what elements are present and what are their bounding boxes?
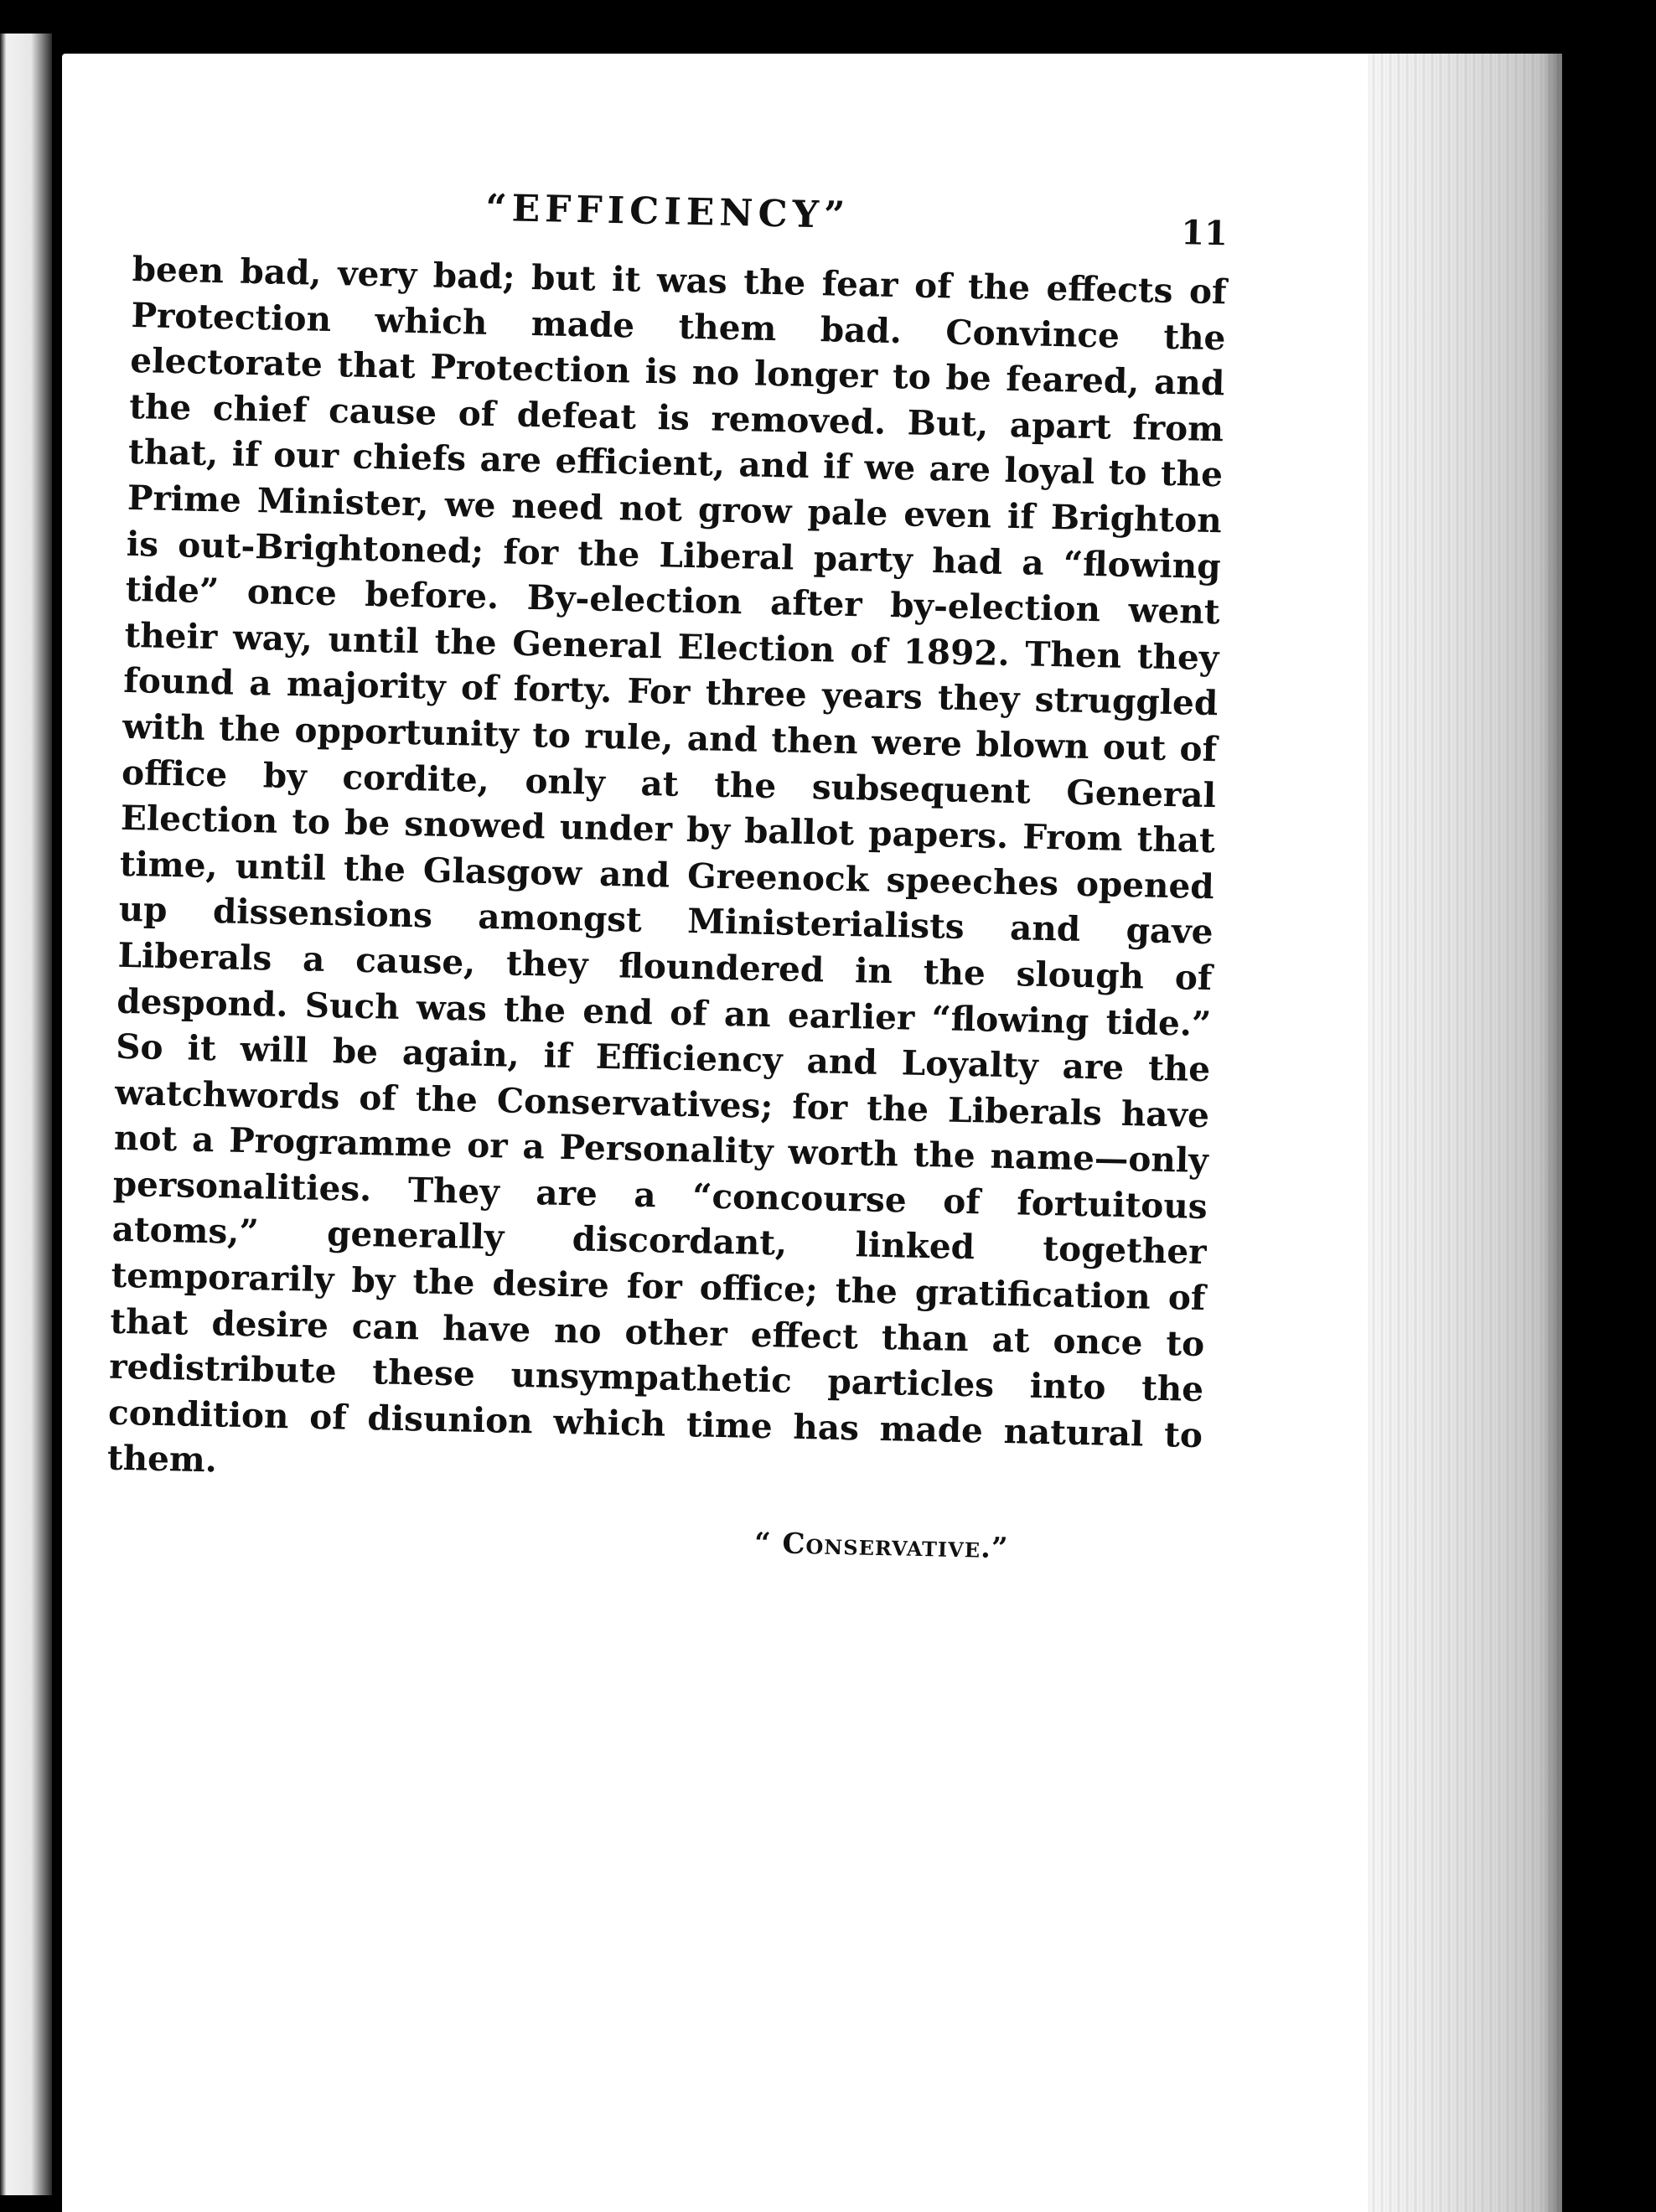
body-paragraph: been bad, very bad; but it was the fear of the effects of Protection which made them bad. Convince the electorate that Protection is no longer to be feared, and the chief cause of defeat is removed. But, apart from that, if our chiefs are efficient, and if we are loyal to the Prime Minister, we need not grow pale even if Brighton is out-Brightoned; for the Liberal party had a “flowing tide” once before. By-election after by-election went their way, until the General Election of 1892. Then they found a majority of forty. For three years they struggled with the opportunity to rule, and then were blown out of office by cordite, only at the subsequent General Election to be snowed under by ballot papers. From that time, until the Glasgow and Greenock speeches opened up dissensions amongst Ministerialists and gave Liberals a cause, they floundered in the slough of despond. Such was the end of an earlier “flowing tide.” So it will be again, if Efficiency and Loyalty are the watchwords of the Conservatives; for the Liberals have not a Programme or a Personality worth the name—only personalities. They are a “concourse of fortuitous atoms,” generally discordant, linked together temporarily by the desire for office; the gratification of that desire can have no other effect than at once to redistribute these unsympathetic particles into the condition of disunion which time has made natural to them.: [106, 248, 1227, 1481]
fore-edge-shadow: [1542, 54, 1562, 2212]
signature: “ Conservative.”: [753, 1526, 1009, 1566]
page-fore-edge: [1368, 54, 1562, 2212]
page-content: [106, 179, 1229, 1569]
facing-page-edge: [0, 34, 52, 2195]
running-title: “EFFICIENCY”: [484, 186, 851, 237]
book-page: [62, 54, 1562, 2212]
page-number: 11: [1180, 213, 1229, 254]
